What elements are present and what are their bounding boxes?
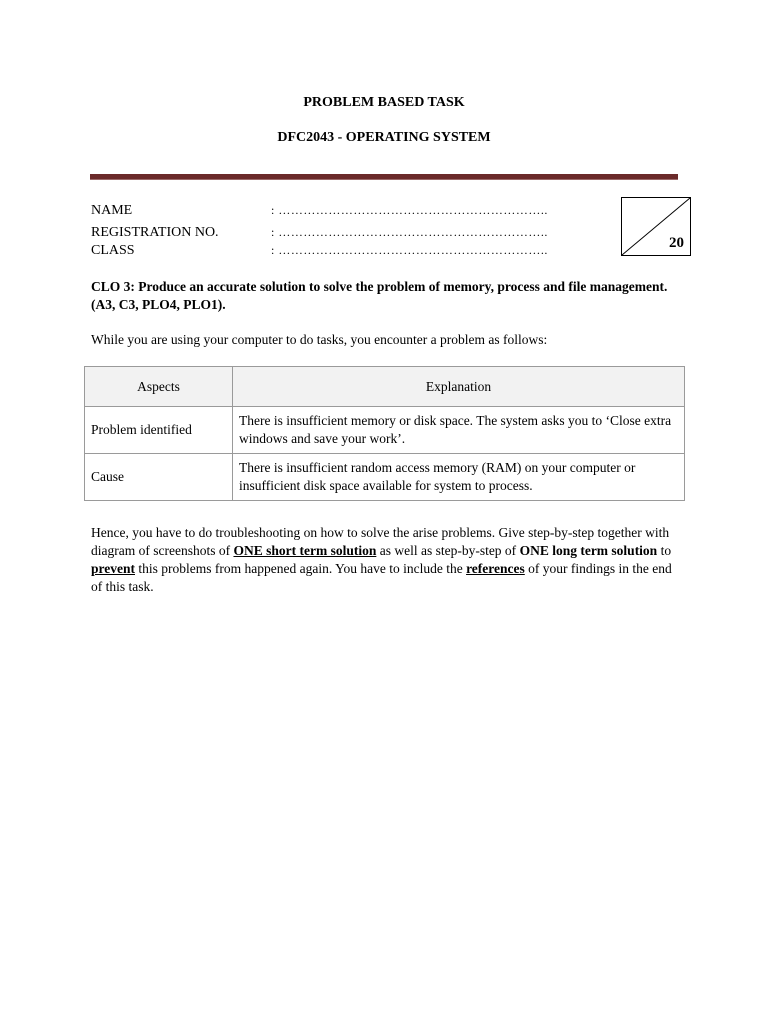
page-title: PROBLEM BASED TASK <box>303 95 465 110</box>
instructions-part2: as well as step-by-step of <box>376 543 520 558</box>
marks-box <box>621 197 691 256</box>
class-blank: : ……………………………………………………….. <box>271 243 548 257</box>
explanation-cell: There is insufficient memory or disk space. The system asks you to ‘Close extra windows and save your work’. <box>233 407 685 454</box>
instructions-part1: Hence, you have to do troubleshooting on how to solve the arise problems. Give step-by-step together with diagram of screenshots of <box>91 525 670 558</box>
registration-label: REGISTRATION NO. <box>91 225 219 240</box>
table-header-row <box>85 367 685 407</box>
name-label: NAME <box>91 203 133 218</box>
instructions-paragraph <box>91 524 681 596</box>
table-row <box>85 454 685 501</box>
total-marks: 20 <box>669 235 684 251</box>
long-term-emphasis: ONE long term solution <box>519 543 658 558</box>
aspect-cell: Cause <box>85 454 233 501</box>
header-explanation: Explanation <box>233 367 685 407</box>
instructions-part3: to <box>657 543 672 558</box>
course-title: DFC2043 - OPERATING SYSTEM <box>277 130 491 145</box>
prevent-emphasis: prevent <box>91 561 135 576</box>
short-term-emphasis: ONE short term solution <box>233 543 377 558</box>
aspect-cell: Problem identified <box>85 407 233 454</box>
class-label: CLASS <box>91 243 135 258</box>
header-divider <box>90 174 678 180</box>
header-aspects: Aspects <box>85 367 233 407</box>
name-blank: : ……………………………………………………….. <box>271 203 548 217</box>
explanation-cell: There is insufficient random access memory (RAM) on your computer or insufficient disk space available for system to process. <box>233 454 685 501</box>
intro-text: While you are using your computer to do tasks, you encounter a problem as follows: <box>91 332 548 347</box>
table-row <box>85 407 685 454</box>
clo-statement: CLO 3: Produce an accurate solution to solve the problem of memory, process and file management. (A3, C3, PLO4, PLO1). <box>91 279 668 312</box>
references-emphasis: references <box>466 561 525 576</box>
instructions-part5: of your findings in the end of this task. <box>91 561 672 594</box>
problem-table <box>84 366 685 501</box>
registration-blank: : ……………………………………………………….. <box>271 225 548 239</box>
instructions-part4: this problems from happened again. You have to include the <box>135 561 467 576</box>
